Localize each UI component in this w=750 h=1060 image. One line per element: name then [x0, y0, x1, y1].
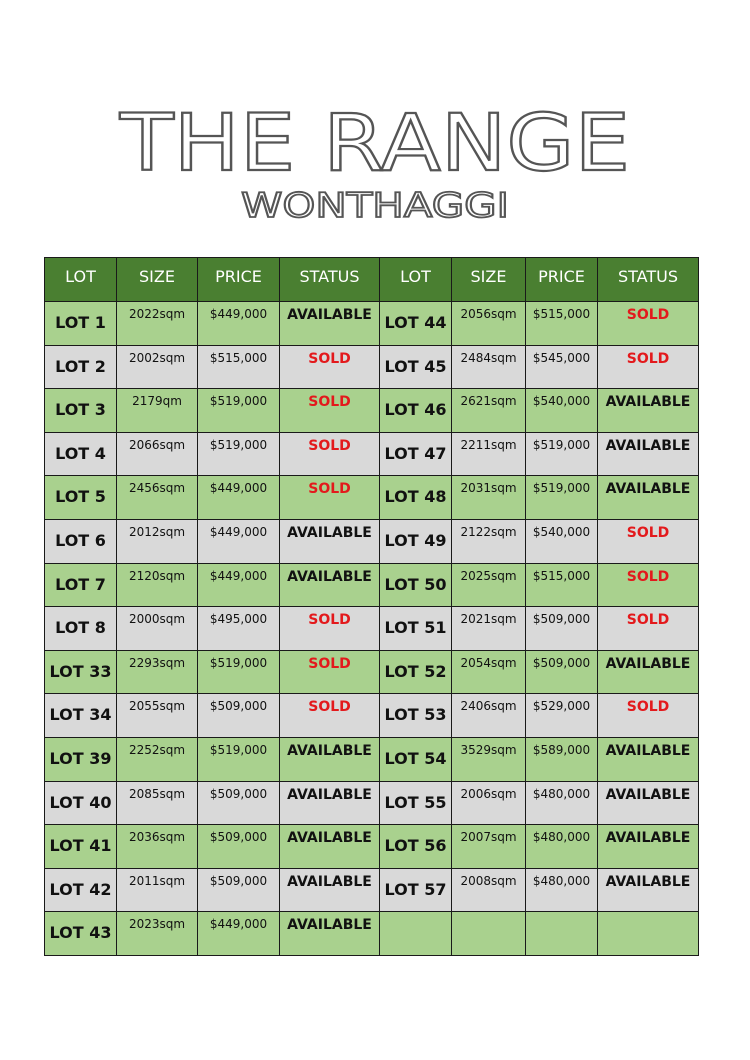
lot-status: SOLD [598, 302, 699, 346]
table-row [45, 607, 699, 651]
lot-status: AVAILABLE [280, 519, 380, 563]
lot-number: LOT 54 [380, 737, 452, 781]
lot-number: LOT 53 [380, 694, 452, 738]
table-row [45, 912, 699, 956]
lot-status: AVAILABLE [280, 563, 380, 607]
table-row [45, 389, 699, 433]
lot-price: $519,000 [526, 432, 598, 476]
lot-price: $519,000 [198, 389, 280, 433]
empty-cell [452, 912, 526, 956]
lot-status: AVAILABLE [280, 781, 380, 825]
lot-status: SOLD [280, 650, 380, 694]
lot-size: 2085sqm [117, 781, 198, 825]
empty-cell [598, 912, 699, 956]
lot-status: AVAILABLE [280, 737, 380, 781]
lot-number: LOT 41 [45, 825, 117, 869]
lot-status: SOLD [280, 476, 380, 520]
title-sub: WONTHAGGI [241, 186, 509, 226]
lot-price: $480,000 [526, 781, 598, 825]
lot-status: SOLD [280, 694, 380, 738]
lot-size: 2006sqm [452, 781, 526, 825]
lot-price: $509,000 [198, 825, 280, 869]
lot-price: $509,000 [198, 694, 280, 738]
lot-status: SOLD [280, 607, 380, 651]
table-header-row [45, 258, 699, 302]
lot-price: $509,000 [526, 607, 598, 651]
title-main: THE RANGE [118, 100, 631, 189]
lot-number: LOT 8 [45, 607, 117, 651]
lot-size: 2456sqm [117, 476, 198, 520]
lot-number: LOT 49 [380, 519, 452, 563]
lot-status: AVAILABLE [598, 781, 699, 825]
lot-status: AVAILABLE [280, 302, 380, 346]
lot-size: 2000sqm [117, 607, 198, 651]
lot-number: LOT 56 [380, 825, 452, 869]
lot-number: LOT 4 [45, 432, 117, 476]
lot-number: LOT 44 [380, 302, 452, 346]
lot-price: $519,000 [198, 650, 280, 694]
lot-size: 2252sqm [117, 737, 198, 781]
lot-number: LOT 1 [45, 302, 117, 346]
lot-status: SOLD [280, 345, 380, 389]
header-size: SIZE [117, 258, 198, 302]
table-row [45, 563, 699, 607]
lot-status: SOLD [280, 432, 380, 476]
lot-status: SOLD [598, 694, 699, 738]
lot-status: SOLD [598, 563, 699, 607]
lot-status: AVAILABLE [280, 825, 380, 869]
lot-size: 2023sqm [117, 912, 198, 956]
lot-price: $480,000 [526, 825, 598, 869]
lot-price: $495,000 [198, 607, 280, 651]
lot-number: LOT 50 [380, 563, 452, 607]
lot-price: $519,000 [198, 737, 280, 781]
lot-number: LOT 6 [45, 519, 117, 563]
table-row [45, 345, 699, 389]
table-row [45, 737, 699, 781]
header-price: PRICE [526, 258, 598, 302]
lot-size: 2484sqm [452, 345, 526, 389]
lot-number: LOT 39 [45, 737, 117, 781]
lot-size: 2406sqm [452, 694, 526, 738]
lot-number: LOT 33 [45, 650, 117, 694]
lot-number: LOT 45 [380, 345, 452, 389]
lot-size: 3529sqm [452, 737, 526, 781]
lot-number: LOT 5 [45, 476, 117, 520]
header-lot: LOT [45, 258, 117, 302]
lot-price: $519,000 [526, 476, 598, 520]
lot-status: AVAILABLE [598, 825, 699, 869]
lot-status: AVAILABLE [598, 868, 699, 912]
lot-size: 2293sqm [117, 650, 198, 694]
lot-price: $515,000 [526, 563, 598, 607]
lot-size: 2021sqm [452, 607, 526, 651]
lot-size: 2122sqm [452, 519, 526, 563]
lot-status: AVAILABLE [598, 650, 699, 694]
table-row [45, 432, 699, 476]
title-graphic [0, 100, 750, 230]
lot-status: SOLD [598, 345, 699, 389]
table-row [45, 781, 699, 825]
table-row [45, 868, 699, 912]
lot-number: LOT 48 [380, 476, 452, 520]
lot-size: 2012sqm [117, 519, 198, 563]
lot-status: AVAILABLE [280, 868, 380, 912]
header-status: STATUS [280, 258, 380, 302]
lot-price: $480,000 [526, 868, 598, 912]
lot-price: $449,000 [198, 519, 280, 563]
lot-size: 2031sqm [452, 476, 526, 520]
lot-size: 2008sqm [452, 868, 526, 912]
header-status: STATUS [598, 258, 699, 302]
lot-status: SOLD [598, 607, 699, 651]
lot-number: LOT 2 [45, 345, 117, 389]
lot-status: AVAILABLE [598, 432, 699, 476]
table-body [45, 302, 699, 956]
lot-number: LOT 34 [45, 694, 117, 738]
table-row [45, 519, 699, 563]
lot-size: 2054sqm [452, 650, 526, 694]
lot-number: LOT 47 [380, 432, 452, 476]
lot-price: $540,000 [526, 389, 598, 433]
lot-price: $509,000 [198, 781, 280, 825]
lot-size: 2002sqm [117, 345, 198, 389]
header-price: PRICE [198, 258, 280, 302]
empty-cell [526, 912, 598, 956]
lot-price: $515,000 [526, 302, 598, 346]
lot-price: $545,000 [526, 345, 598, 389]
lot-size: 2055sqm [117, 694, 198, 738]
lot-size: 2007sqm [452, 825, 526, 869]
lot-size: 2022sqm [117, 302, 198, 346]
lot-price: $509,000 [198, 868, 280, 912]
table-row [45, 476, 699, 520]
lot-size: 2011sqm [117, 868, 198, 912]
lot-price: $509,000 [526, 650, 598, 694]
lot-number: LOT 55 [380, 781, 452, 825]
lot-size: 2179qm [117, 389, 198, 433]
table-row [45, 694, 699, 738]
lot-price: $449,000 [198, 912, 280, 956]
lot-price: $540,000 [526, 519, 598, 563]
lot-number: LOT 42 [45, 868, 117, 912]
lot-number: LOT 57 [380, 868, 452, 912]
lot-price: $589,000 [526, 737, 598, 781]
lot-number: LOT 40 [45, 781, 117, 825]
lot-status: AVAILABLE [598, 476, 699, 520]
header-size: SIZE [452, 258, 526, 302]
lot-size: 2211sqm [452, 432, 526, 476]
table-row [45, 825, 699, 869]
empty-cell [380, 912, 452, 956]
lot-status: SOLD [598, 519, 699, 563]
lot-size: 2120sqm [117, 563, 198, 607]
lot-price: $519,000 [198, 432, 280, 476]
lot-size: 2621sqm [452, 389, 526, 433]
lot-size: 2066sqm [117, 432, 198, 476]
lot-status: SOLD [280, 389, 380, 433]
header-lot: LOT [380, 258, 452, 302]
lot-size: 2056sqm [452, 302, 526, 346]
lot-number: LOT 46 [380, 389, 452, 433]
lots-table [44, 257, 699, 956]
table-row [45, 302, 699, 346]
lot-status: AVAILABLE [280, 912, 380, 956]
lot-price: $449,000 [198, 563, 280, 607]
lot-price: $515,000 [198, 345, 280, 389]
lot-number: LOT 51 [380, 607, 452, 651]
table-row [45, 650, 699, 694]
lot-number: LOT 43 [45, 912, 117, 956]
lot-status: AVAILABLE [598, 737, 699, 781]
lot-price: $449,000 [198, 302, 280, 346]
lot-number: LOT 7 [45, 563, 117, 607]
lot-size: 2036sqm [117, 825, 198, 869]
lot-status: AVAILABLE [598, 389, 699, 433]
lot-number: LOT 52 [380, 650, 452, 694]
lot-number: LOT 3 [45, 389, 117, 433]
lot-price: $449,000 [198, 476, 280, 520]
lot-price: $529,000 [526, 694, 598, 738]
lot-size: 2025sqm [452, 563, 526, 607]
title-block [0, 100, 750, 230]
